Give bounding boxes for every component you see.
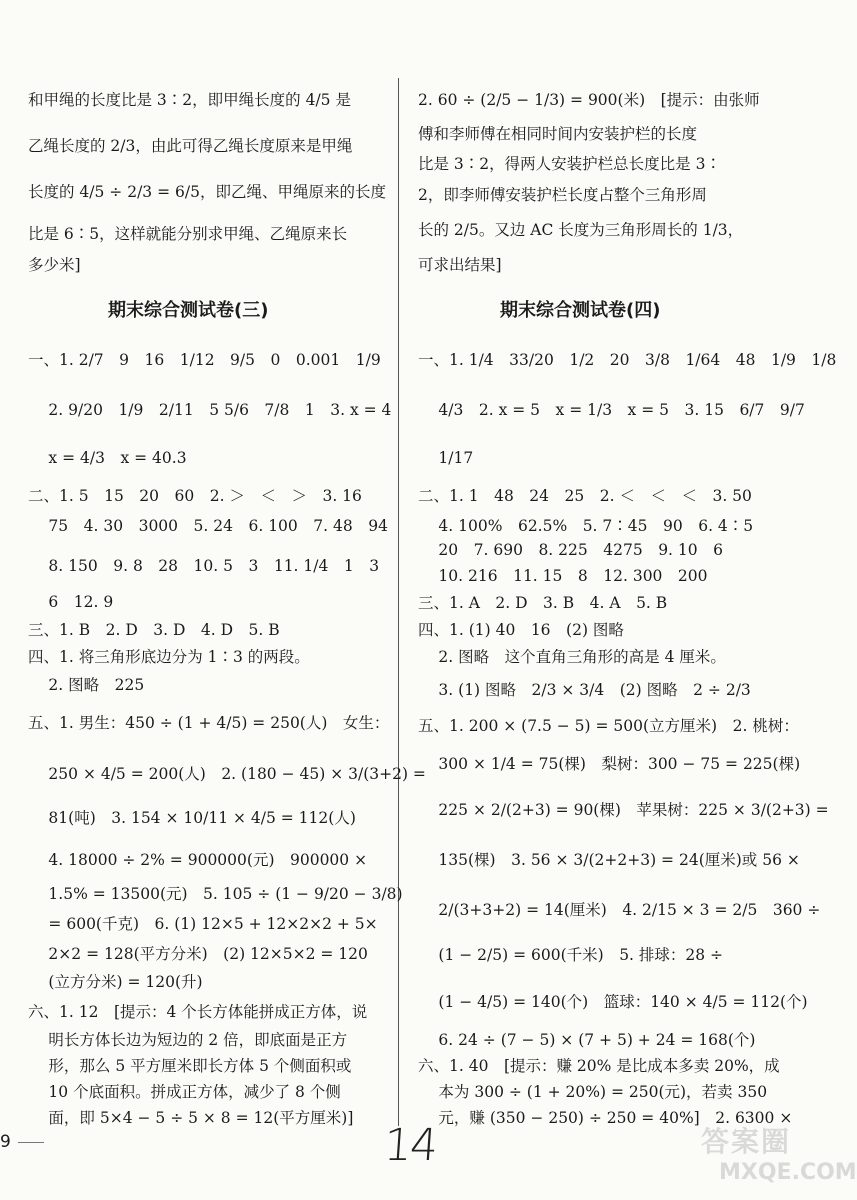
answer-line: 4. 18000 ÷ 2% = 900000(元) 900000 × xyxy=(28,851,368,869)
intro-line: 长的 2/5。又边 AC 长度为三角形周长的 1/3， xyxy=(418,221,744,239)
answer-line: 六、1. 40 [提示：赚 20% 是比成本多卖 20%，成 xyxy=(418,1057,780,1075)
answer-line: 81(吨) 3. 154 × 10/11 × 4/5 = 112(人) xyxy=(28,809,356,827)
answer-line: 135(棵) 3. 56 × 3/(2+2+3) = 24(厘米)或 56 × xyxy=(418,851,800,869)
answer-line: 225 × 2/(2+3) = 90(棵) 苹果树：225 × 3/(2+3) = xyxy=(418,801,829,819)
answer-line: 10. 216 11. 15 8 12. 300 200 xyxy=(418,567,708,585)
answer-line: 面，即 5×4 − 5 ÷ 5 × 8 = 12(平方厘米)] xyxy=(28,1109,354,1127)
intro-line: 多少米] xyxy=(28,256,81,274)
intro-line: 乙绳长度的 2/3，由此可得乙绳长度原来是甲绳 xyxy=(28,137,353,155)
handwritten-number: 14 xyxy=(382,1120,438,1171)
section-title: 期末综合测试卷(四) xyxy=(500,300,661,321)
answer-line: x = 4/3 x = 40.3 xyxy=(28,449,187,467)
footer-rule xyxy=(18,1142,44,1143)
answer-line: 1.5% = 13500(元) 5. 105 ÷ (1 − 9/20 − 3/8) xyxy=(28,885,403,903)
answer-line: 3. (1) 图略 2/3 × 3/4 (2) 图略 2 ÷ 2/3 xyxy=(418,681,751,699)
intro-line: 比是 3∶2，得两人安装护栏总长度比是 3∶ xyxy=(418,155,721,173)
intro-line: 傅和李师傅在相同时间内安装护栏的长度 xyxy=(418,125,698,143)
answer-line: 本为 300 ÷ (1 + 20%) = 250(元)，若卖 350 xyxy=(418,1083,768,1101)
answer-line: 2/(3+3+2) = 14(厘米) 4. 2/15 × 3 = 2/5 360 ÷ xyxy=(418,901,821,919)
answer-line: 4. 100% 62.5% 5. 7∶45 90 6. 4∶5 xyxy=(418,517,754,535)
answer-line: 五、1. 男生：450 ÷ (1 + 4/5) = 250(人) 女生： xyxy=(28,714,390,732)
answer-line: 三、1. B 2. D 3. D 4. D 5. B xyxy=(28,621,280,639)
intro-line: 2，即李师傅安装护栏长度占整个三角形周 xyxy=(418,186,707,204)
page-number: 9 xyxy=(0,1132,11,1152)
intro-line: 2. 60 ÷ (2/5 − 1/3) = 900(米) [提示：由张师 xyxy=(418,91,760,109)
answer-line: 一、1. 2/7 9 16 1/12 9/5 0 0.001 1/9 xyxy=(28,351,381,369)
answer-line: = 600(千克) 6. (1) 12×5 + 12×2×2 + 5× xyxy=(28,915,378,933)
answer-line: 10 个底面积。拼成正方体，减少了 8 个侧 xyxy=(28,1083,341,1101)
watermark-text: 答案圈 xyxy=(701,1125,792,1158)
answer-line: (1 − 2/5) = 600(千米) 5. 排球：28 ÷ xyxy=(418,946,724,964)
intro-line: 比是 6∶5，这样就能分别求甲绳、乙绳原来长 xyxy=(28,225,348,243)
answer-line: 一、1. 1/4 33/20 1/2 20 3/8 1/64 48 1/9 1/8 xyxy=(418,351,837,369)
answer-line: 250 × 4/5 = 200(人) 2. (180 − 45) × 3/(3+2) = xyxy=(28,765,426,783)
answer-line: 三、1. A 2. D 3. B 4. A 5. B xyxy=(418,594,668,612)
answer-line: 五、1. 200 × (7.5 − 5) = 500(立方厘米) 2. 桃树： xyxy=(418,717,799,735)
answer-line: 300 × 1/4 = 75(棵) 梨树：300 − 75 = 225(棵) xyxy=(418,755,801,773)
answer-line: 2. 9/20 1/9 2/11 5 5/6 7/8 1 3. x = 4 xyxy=(28,401,392,419)
answer-line: 形，那么 5 平方厘米即长方体 5 个侧面积或 xyxy=(28,1057,352,1075)
answer-line: 2. 图略 这个直角三角形的高是 4 厘米。 xyxy=(418,648,726,666)
column-divider xyxy=(398,78,399,1126)
intro-line: 和甲绳的长度比是 3∶2，即甲绳长度的 4/5 是 xyxy=(28,91,351,109)
answer-line: 二、1. 1 48 24 25 2. ＜ ＜ ＜ 3. 50 xyxy=(418,487,752,505)
answer-line: 6. 24 ÷ (7 − 5) × (7 + 5) + 24 = 168(个) xyxy=(418,1031,756,1049)
watermark-url: MXQE.COM xyxy=(719,1160,857,1185)
answer-line: 2×2 = 128(平方分米) (2) 12×5×2 = 120 xyxy=(28,945,368,963)
intro-line: 长度的 4/5 ÷ 2/3 = 6/5，即乙绳、甲绳原来的长度 xyxy=(28,183,386,201)
answer-line: 二、1. 5 15 20 60 2. ＞ ＜ ＞ 3. 16 xyxy=(28,487,362,505)
answer-line: 明长方体长边为短边的 2 倍，即底面是正方 xyxy=(28,1031,348,1049)
answer-line: 四、1. (1) 40 16 (2) 图略 xyxy=(418,621,624,639)
answer-line: 20 7. 690 8. 225 4275 9. 10 6 xyxy=(418,541,723,559)
intro-line: 可求出结果] xyxy=(418,256,502,274)
answer-line: 四、1. 将三角形底边分为 1∶3 的两段。 xyxy=(28,648,310,666)
answer-line: (立方分米) = 120(升) xyxy=(28,973,203,991)
answer-line: 8. 150 9. 8 28 10. 5 3 11. 1/4 1 3 xyxy=(28,557,380,575)
answer-line: 4/3 2. x = 5 x = 1/3 x = 5 3. 15 6/7 9/7 xyxy=(418,401,805,419)
answer-line: 六、1. 12 [提示：4 个长方体能拼成正方体，说 xyxy=(28,1003,368,1021)
answer-line: (1 − 4/5) = 140(个) 篮球：140 × 4/5 = 112(个) xyxy=(418,993,808,1011)
answer-line: 1/17 xyxy=(418,449,474,467)
site-watermark xyxy=(701,1120,857,1190)
section-title: 期末综合测试卷(三) xyxy=(108,300,269,321)
answer-line: 元，赚 (350 − 250) ÷ 250 = 40%] 2. 6300 × xyxy=(418,1109,793,1127)
answer-line: 2. 图略 225 xyxy=(28,676,145,694)
answer-line: 75 4. 30 3000 5. 24 6. 100 7. 48 94 xyxy=(28,517,388,535)
answer-line: 6 12. 9 xyxy=(28,593,114,611)
